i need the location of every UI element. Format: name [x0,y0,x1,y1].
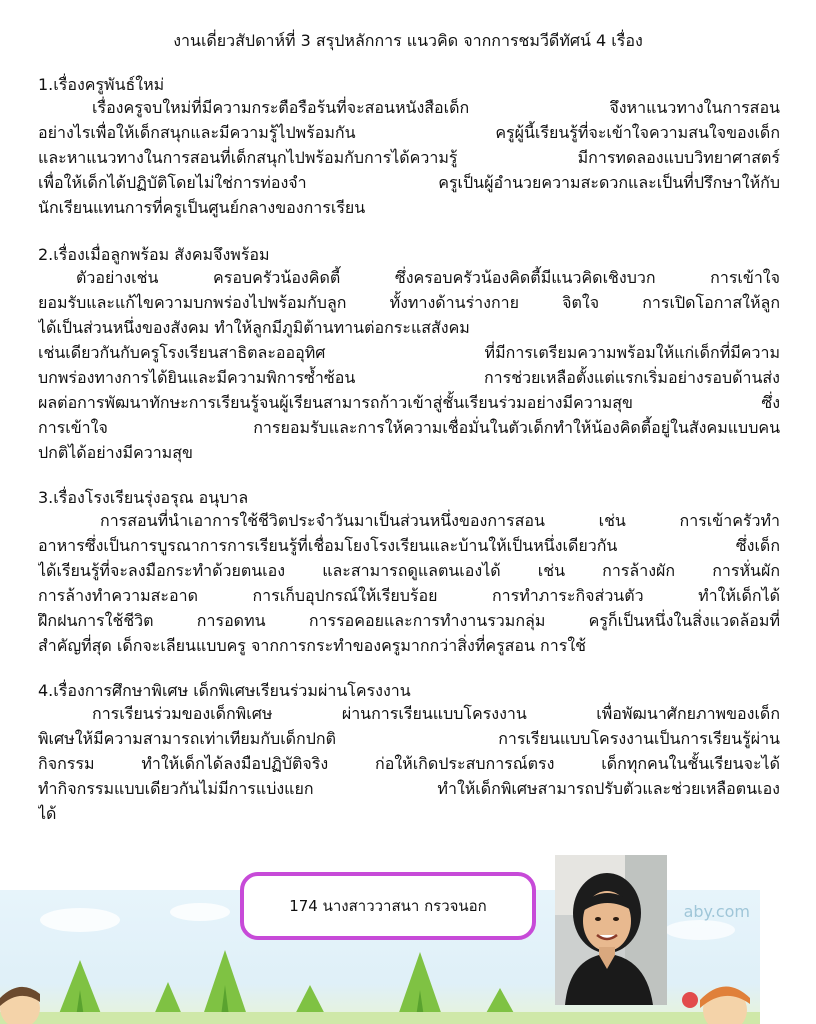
watermark-text: aby.com [683,902,750,921]
section-body [38,508,780,658]
section-body [38,265,780,465]
text-line: สำคัญที่สุด เด็กจะเลียนแบบครู จากการกระทำของครูมากกว่าสิ่งที่ครูสอน การใช้ [38,636,586,655]
section-heading: 1.เรื่องครูพันธ์ใหม่ [38,75,165,94]
page-title: งานเดี่ยวสัปดาห์ที่ 3 สรุปหลักการ แนวคิด จากการชมวีดีทัศน์ 4 เรื่อง [173,31,643,50]
section-heading: 3.เรื่องโรงเรียนรุ่งอรุณ อนุบาล [38,488,249,507]
text-line: อย่างไรเพื่อให้เด็กสนุกและมีความรู้ไปพร้อมกัน ครูผู้นี้เรียนรู้ที่จะเข้าใจความสนใจของเด็ก [38,123,780,142]
text-line: การล้างทำความสะอาด การเก็บอุปกรณ์ให้เรียบร้อย การทำภาระกิจส่วนตัว ทำให้เด็กได้ [38,586,780,605]
text-line: พิเศษให้มีความสามารถเท่าเทียมกับเด็กปกติ การเรียนแบบโครงงานเป็นการเรียนรู้ผ่าน [38,729,780,748]
text-line: เพื่อให้เด็กได้ปฏิบัติโดยไม่ใช่การท่องจำ ครูเป็นผู้อำนวยความสะดวกและเป็นที่ปรึกษาให้กับ [38,173,780,192]
section-heading: 2.เรื่องเมื่อลูกพร้อม สังคมจึงพร้อม [38,245,270,264]
author-photo [555,855,667,1005]
section-4 [38,680,780,826]
text-line: ทำกิจกรรมแบบเดียวกันไม่มีการแบ่งแยก ทำให้เด็กพิเศษสามารถปรับตัวและช่วยเหลือตนเอง [38,779,780,798]
text-line: การสอนที่นำเอาการใช้ชีวิตประจำวันมาเป็นส่วนหนึ่งของการสอน เช่น การเข้าครัวทำ [100,511,780,530]
section-body [38,95,780,220]
section-2 [38,244,780,465]
text-line: ยอมรับและแก้ไขความบกพร่องไปพร้อมกับลูก ทั้งทางด้านร่างกาย จิตใจ การเปิดโอกาสให้ลูก [38,293,780,312]
text-line: ได้เป็นส่วนหนึ่งของสังคม ทำให้ลูกมีภูมิต้านทานต่อกระแสสังคม [38,318,470,337]
text-line: ฝึกฝนการใช้ชีวิต การอดทน การรอคอยและการทำงานรวมกลุ่ม ครูก็เป็นหนึ่งในสิ่งแวดล้อมที่ [38,611,780,630]
text-line: กิจกรรม ทำให้เด็กได้ลงมือปฏิบัติจริง ก่อให้เกิดประสบการณ์ตรง เด็กทุกคนในชั้นเรียนจะได้ [38,754,780,773]
section-body [38,701,780,826]
section-3 [38,487,780,658]
text-line: อาหารซึ่งเป็นการบูรณาการการเรียนรู้ที่เชื่อมโยงโรงเรียนและบ้านให้เป็นหนึ่งเดียวกัน ซึ่งเด็ก [38,536,780,555]
section-1 [38,74,780,220]
text-line: ได้เรียนรู้ที่จะลงมือกระทำด้วยตนเอง และสามารถดูแลตนเองได้ เช่น การล้างผัก การหั่นผัก [38,561,780,580]
document-body [38,74,780,826]
section-heading: 4.เรื่องการศึกษาพิเศษ เด็กพิเศษเรียนร่วมผ่านโครงงาน [38,681,411,700]
author-name: 174 นางสาววาสนา กรวจนอก [289,897,487,915]
text-line: ปกติได้อย่างมีความสุข [38,443,193,462]
text-line: บกพร่องทางการได้ยินและมีความพิการซ้ำซ้อน การช่วยเหลือตั้งแต่แรกเริ่มอย่างรอบด้านส่ง [38,368,780,387]
portrait-image [555,855,667,1005]
text-line: ผลต่อการพัฒนาทักษะการเรียนรู้จนผู้เรียนสามารถก้าวเข้าสู่ชั้นเรียนร่วมอย่างมีความสุข ซึ่ง [38,393,780,412]
text-line: ได้ [38,804,57,823]
text-line: นักเรียนแทนการที่ครูเป็นศูนย์กลางของการเรียน [38,198,366,217]
text-line: เช่นเดียวกันกับครูโรงเรียนสาธิตละอออุทิศ ที่มีการเตรียมความพร้อมให้แก่เด็กที่มีความ [38,343,780,362]
text-line: และหาแนวทางในการสอนที่เด็กสนุกไปพร้อมกับการได้ความรู้ มีการทดลองแบบวิทยาศาสตร์ [38,148,780,167]
author-name-box [240,872,536,940]
text-line: เรื่องครูจบใหม่ที่มีความกระตือรือร้นที่จะสอนหนังสือเด็ก จึงหาแนวทางในการสอน [92,98,780,117]
text-line: การเข้าใจ การยอมรับและการให้ความเชื่อมั่นในตัวเด็กทำให้น้องคิดตี้อยู่ในสังคมแบบคน [38,418,780,437]
text-line: ตัวอย่างเช่น ครอบครัวน้องคิดตี้ ซึ่งครอบครัวน้องคิดตี้มีแนวคิดเชิงบวก การเข้าใจ [76,268,780,287]
text-line: การเรียนร่วมของเด็กพิเศษ ผ่านการเรียนแบบโครงงาน เพื่อพัฒนาศักยภาพของเด็ก [92,704,780,723]
